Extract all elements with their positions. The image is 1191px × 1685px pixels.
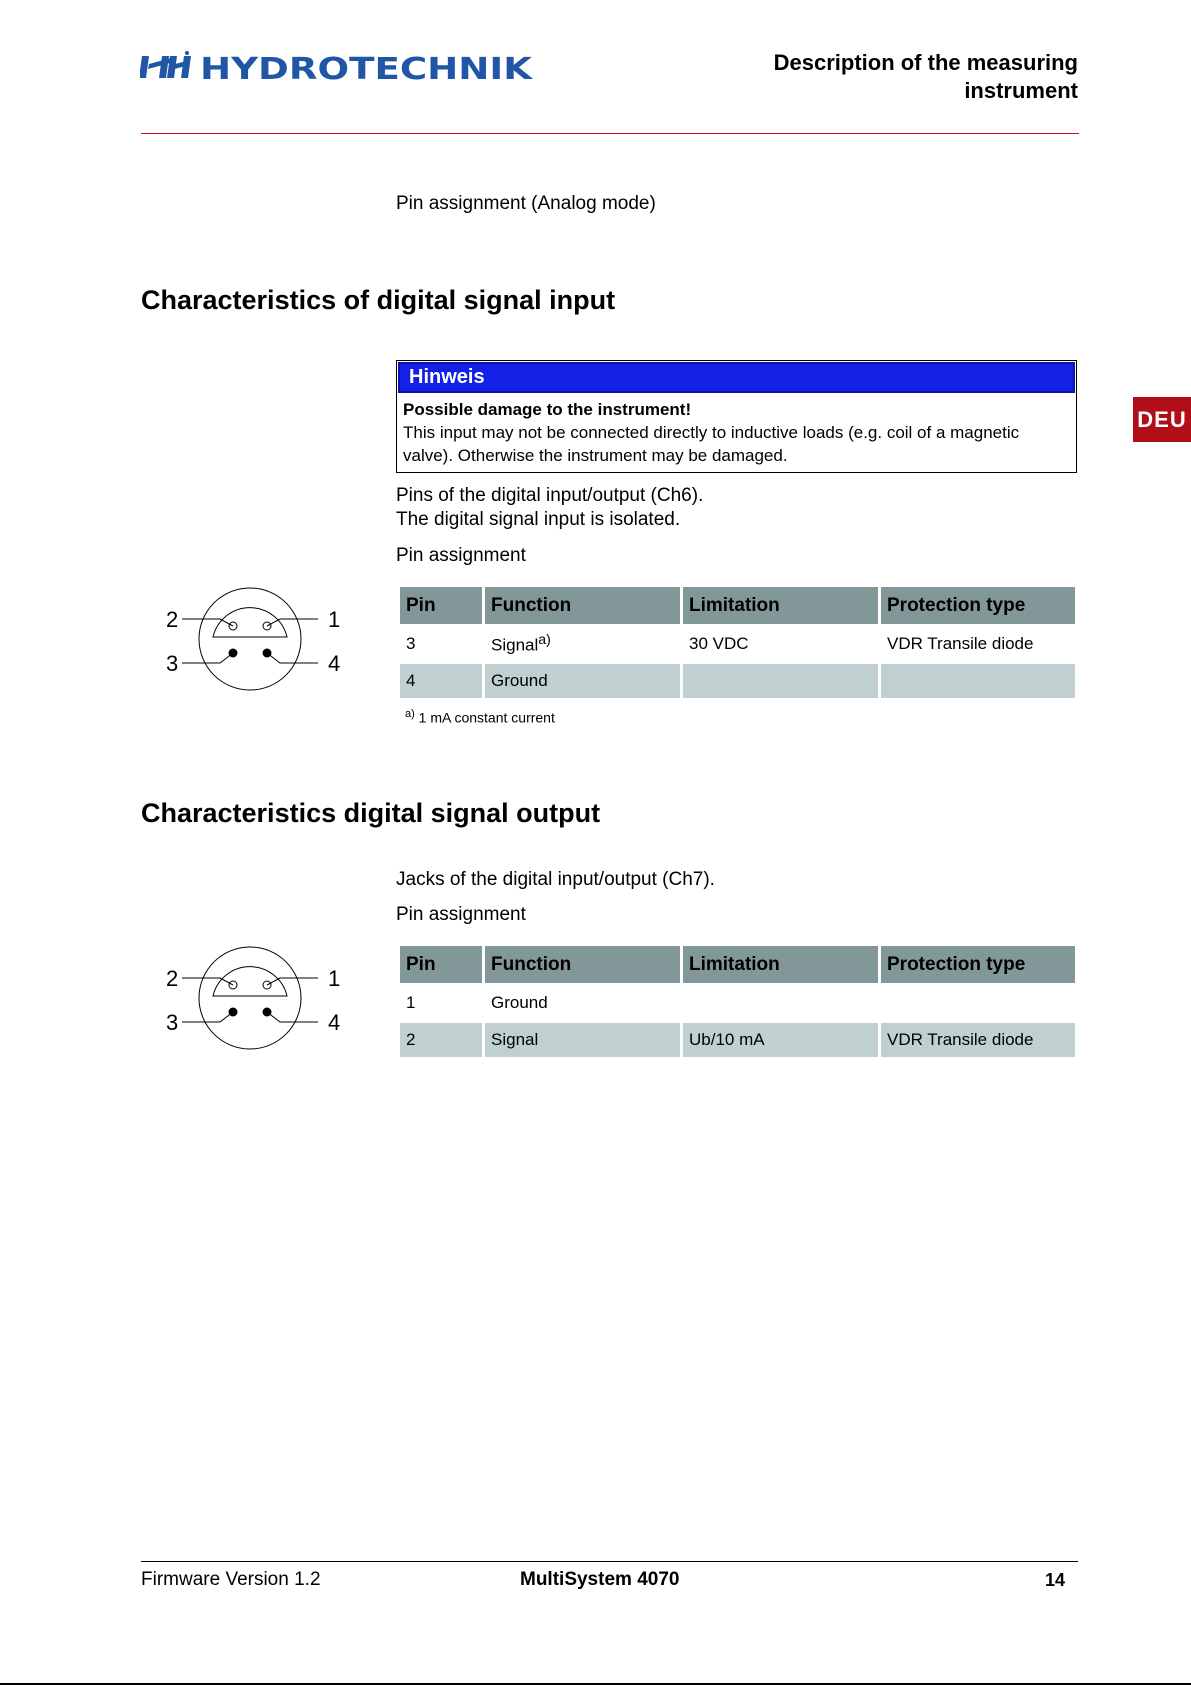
pin-label-2: 2 xyxy=(166,607,179,632)
header-limitation: Limitation xyxy=(683,587,878,624)
input-pin-table xyxy=(397,584,1078,701)
leader-1 xyxy=(267,978,318,985)
cell-limitation xyxy=(683,986,878,1020)
cell-limitation: Ub/10 mA xyxy=(683,1023,878,1057)
cell-protection: VDR Transile diode xyxy=(887,634,1034,653)
footer-product: MultiSystem 4070 xyxy=(520,1569,680,1590)
leader-3 xyxy=(182,1012,233,1022)
intro-text: Pin assignment (Analog mode) xyxy=(396,193,656,214)
cell-pin: 3 xyxy=(406,634,416,653)
section2-pin-label: Pin assignment xyxy=(396,904,526,925)
logo-mark-icon xyxy=(140,51,191,78)
footnote-text: 1 mA constant current xyxy=(418,709,555,726)
note-body xyxy=(397,394,1076,471)
cell-function xyxy=(485,627,680,661)
output-pin-table xyxy=(397,943,1078,1060)
header-limitation: Limitation xyxy=(683,946,878,983)
connector-outline xyxy=(199,588,301,690)
connector-diagram-input xyxy=(150,586,350,696)
table-row xyxy=(400,627,1075,661)
leader-2 xyxy=(182,619,233,626)
section1-paragraph xyxy=(396,484,703,532)
leader-1 xyxy=(267,619,318,626)
footer-rule xyxy=(141,1561,1078,1562)
pin-label-1: 1 xyxy=(328,607,341,632)
header-pin: Pin xyxy=(400,946,482,983)
header-title xyxy=(578,49,1078,105)
connector-key xyxy=(213,967,287,996)
footnote-ref: a) xyxy=(538,632,551,649)
footnote-mark: a) xyxy=(405,708,415,720)
leader-3 xyxy=(182,653,233,663)
cell-protection: VDR Transile diode xyxy=(881,1023,1075,1057)
header-function: Function xyxy=(485,946,680,983)
cell-limitation xyxy=(683,664,878,698)
pin-label-4: 4 xyxy=(328,1010,341,1035)
section1-para-line2: The digital signal input is isolated. xyxy=(396,509,681,530)
note-title: Hinweis xyxy=(398,362,1075,393)
footer-version: Firmware Version 1.2 xyxy=(141,1569,321,1590)
cell-function: Ground xyxy=(485,664,680,698)
header-title-line2: instrument xyxy=(964,78,1078,103)
section1-heading: Characteristics of digital signal input xyxy=(141,285,616,315)
note-warning: Possible damage to the instrument! xyxy=(403,400,692,419)
header-rule xyxy=(141,133,1079,134)
cell-protection xyxy=(881,664,1075,698)
section2-paragraph: Jacks of the digital input/output (Ch7). xyxy=(396,869,715,890)
header-function: Function xyxy=(485,587,680,624)
cell-pin: 4 xyxy=(400,664,482,698)
cell-function-text: Signal xyxy=(491,635,539,655)
section1-pin-label: Pin assignment xyxy=(396,545,526,566)
cell-function: Signal xyxy=(485,1023,680,1057)
page-number: 14 xyxy=(1045,1570,1066,1590)
connector-outline xyxy=(199,947,301,1049)
header-title-line1: Description of the measuring xyxy=(773,50,1078,75)
language-tab[interactable]: DEU xyxy=(1133,397,1191,442)
leader-2 xyxy=(182,978,233,985)
section2-heading: Characteristics digital signal output xyxy=(141,798,601,828)
leader-4 xyxy=(267,653,318,663)
table-header-row xyxy=(400,587,1075,624)
header-protection: Protection type xyxy=(881,946,1075,983)
leader-4 xyxy=(267,1012,318,1022)
table-row xyxy=(400,664,1075,698)
cell-protection xyxy=(881,986,1075,1020)
table-row xyxy=(400,1023,1075,1057)
cell-pin: 2 xyxy=(400,1023,482,1057)
cell-pin: 1 xyxy=(406,993,416,1012)
pin-label-3: 3 xyxy=(166,1010,179,1035)
pin-label-2: 2 xyxy=(166,966,179,991)
table-footnote xyxy=(405,708,555,726)
header-pin: Pin xyxy=(400,587,482,624)
table-header-row xyxy=(400,946,1075,983)
pin-label-4: 4 xyxy=(328,651,341,676)
connector-key xyxy=(213,608,287,637)
cell-function: Ground xyxy=(491,993,548,1012)
note-text: This input may not be connected directly to inductive loads (e.g. coil of a magnetic valve). Otherwise the instrument may be damaged. xyxy=(403,423,1020,465)
connector-diagram-output xyxy=(150,945,350,1055)
header-protection: Protection type xyxy=(881,587,1075,624)
brand-wordmark: HYDROTECHNIK xyxy=(200,52,535,84)
pin-label-1: 1 xyxy=(328,966,341,991)
table-row xyxy=(400,986,1075,1020)
section1-para-line1: Pins of the digital input/output (Ch6). xyxy=(396,485,704,506)
pin-label-3: 3 xyxy=(166,651,179,676)
hydrotechnik-logo xyxy=(140,50,535,84)
hinweis-note xyxy=(396,360,1077,473)
cell-limitation: 30 VDC xyxy=(689,634,749,653)
